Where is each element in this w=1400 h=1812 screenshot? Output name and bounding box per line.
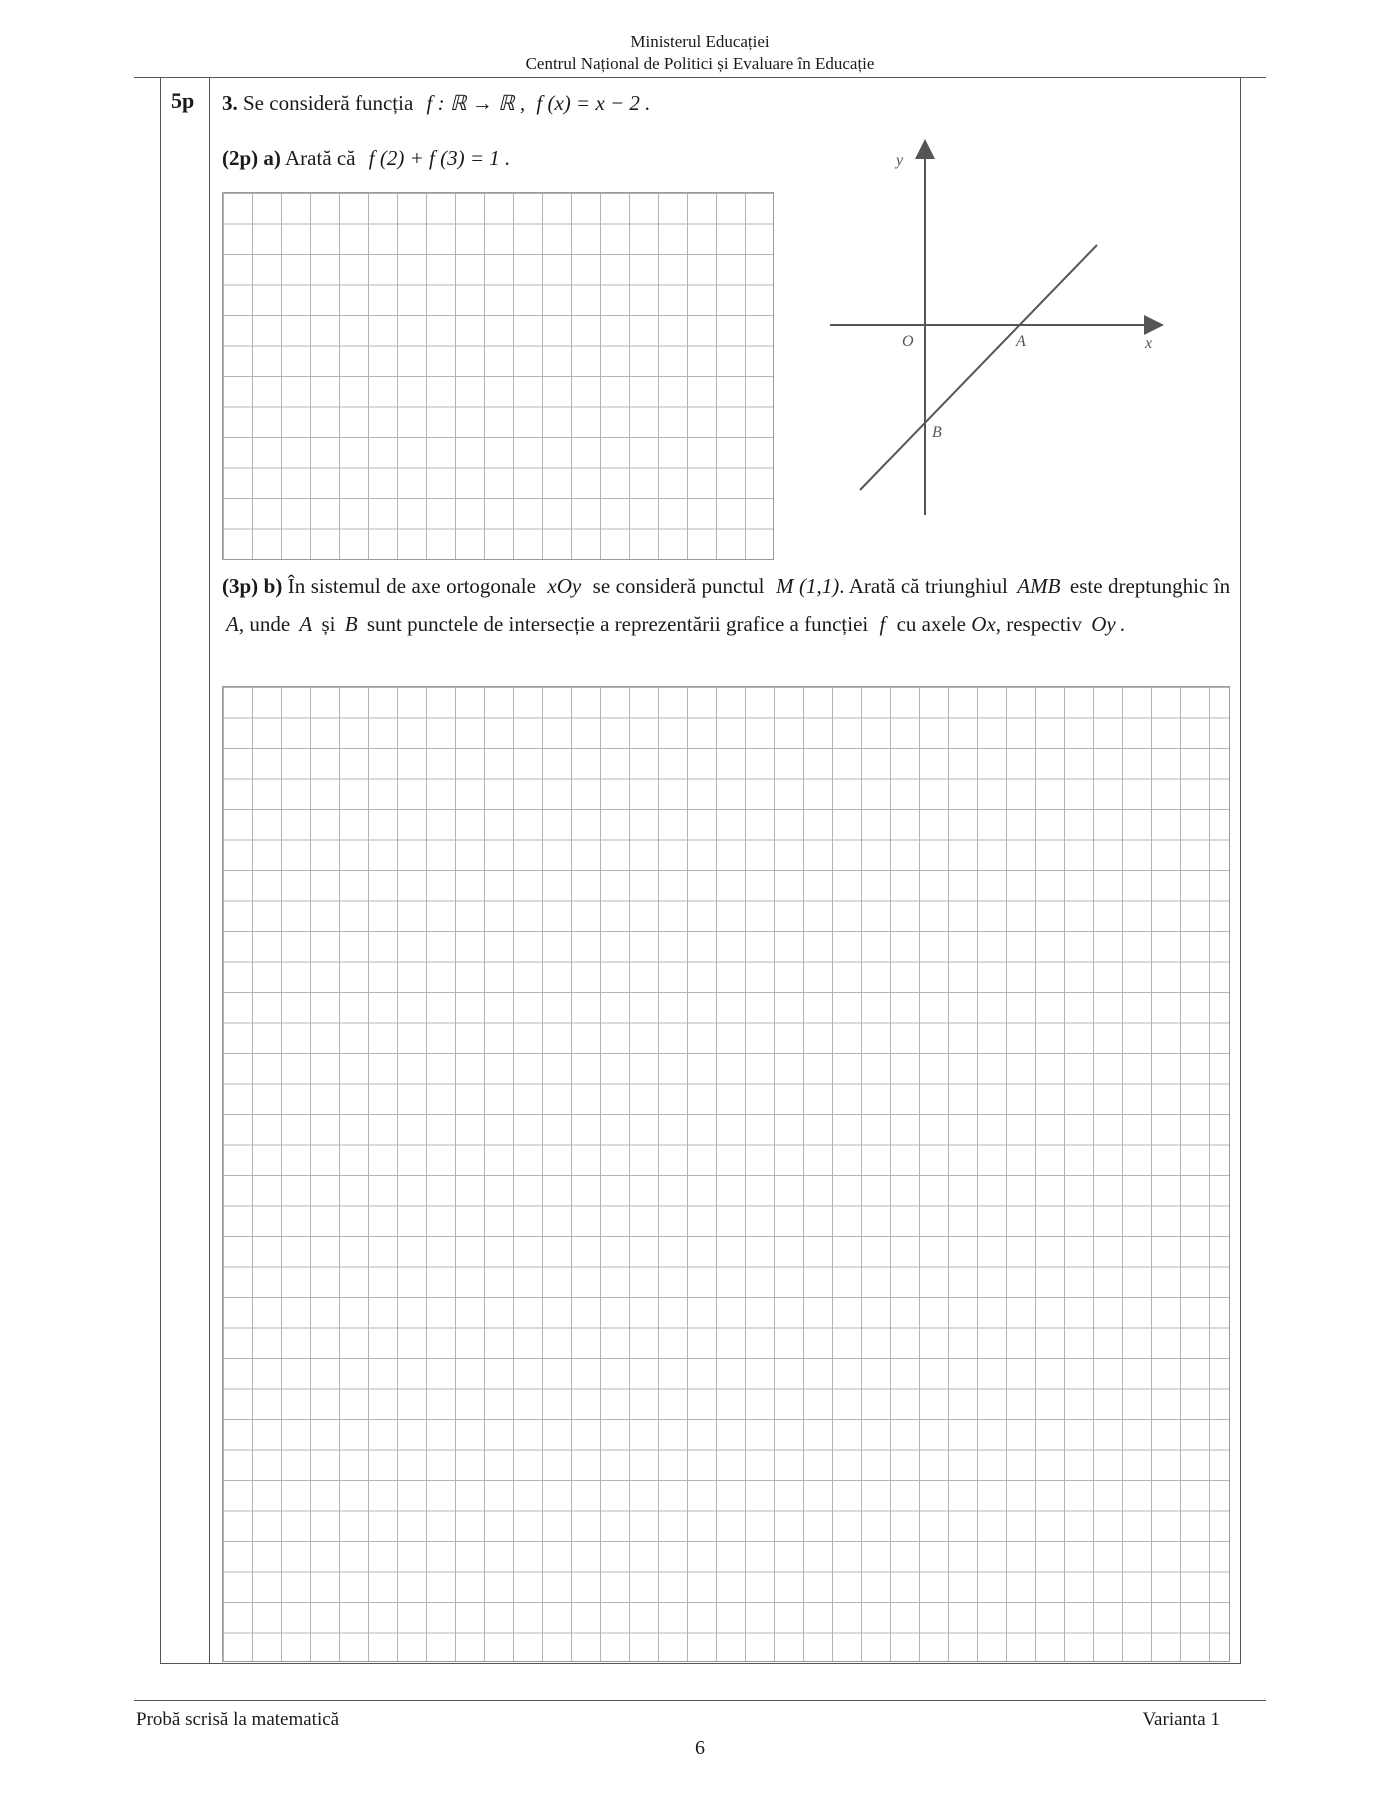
part-b-text-9: , respectiv bbox=[995, 612, 1082, 636]
part-b-text-10: . bbox=[1119, 612, 1125, 636]
part-a-letter: a) bbox=[263, 146, 281, 170]
part-a-statement bbox=[222, 145, 510, 171]
problem-points: 5p bbox=[171, 88, 195, 113]
page-number: 6 bbox=[695, 1737, 705, 1759]
part-b-text-4: este dreptunghic în bbox=[1069, 574, 1231, 598]
footer-rule bbox=[134, 1700, 1266, 1701]
function-graph-line bbox=[860, 245, 1097, 490]
part-b-statement bbox=[222, 567, 1230, 643]
part-a-expression: f (2) + f (3) = 1 . bbox=[368, 146, 511, 170]
part-b-oy: Oy bbox=[1091, 612, 1116, 636]
footer-exam-title: Probă scrisă la matematică bbox=[136, 1709, 340, 1730]
part-b-amb: AMB bbox=[1017, 574, 1061, 598]
part-b-text-1: În sistemul de axe ortogonale bbox=[287, 574, 536, 598]
header-ministry: Ministerul Educației bbox=[630, 32, 770, 51]
part-b-a2: A bbox=[299, 612, 313, 636]
answer-grid-b[interactable] bbox=[222, 686, 1230, 1662]
function-domain: f : ℝ → ℝ , bbox=[426, 91, 526, 115]
part-b-text-2: se consideră punctul bbox=[592, 574, 765, 598]
table-top-border bbox=[134, 77, 1266, 78]
footer-variant: Varianta 1 bbox=[1142, 1709, 1220, 1730]
header-center: Centrul Național de Politici și Evaluare în Educație bbox=[525, 54, 875, 73]
table-right-border bbox=[1240, 77, 1241, 1663]
part-a-text: Arată că bbox=[285, 146, 356, 170]
part-b-f: f bbox=[879, 612, 886, 636]
part-b-letter: b) bbox=[263, 574, 283, 598]
part-b-point-m: M (1,1) bbox=[776, 574, 840, 598]
coordinate-figure bbox=[820, 135, 1180, 525]
origin-label: O bbox=[902, 333, 914, 350]
x-axis-label: x bbox=[1145, 335, 1153, 352]
function-rule: f (x) = x − 2 . bbox=[536, 91, 651, 115]
part-b-xoy: xOy bbox=[547, 574, 582, 598]
answer-grid-a[interactable] bbox=[222, 192, 774, 560]
problem-intro: Se consideră funcția bbox=[243, 91, 414, 115]
part-b-text-5: , unde bbox=[238, 612, 291, 636]
table-column-divider bbox=[209, 77, 210, 1663]
y-axis-label: y bbox=[896, 152, 904, 169]
part-b-text-6: și bbox=[321, 612, 336, 636]
table-bottom-border bbox=[160, 1663, 1241, 1664]
part-b-ox: Ox bbox=[971, 612, 996, 636]
part-b-text-7: sunt punctele de intersecție a reprezentării grafice a funcției bbox=[366, 612, 869, 636]
table-left-border bbox=[160, 77, 161, 1663]
part-b-b: B bbox=[344, 612, 358, 636]
problem-statement bbox=[222, 90, 650, 116]
point-a-label: A bbox=[1016, 333, 1026, 350]
part-b-text-8: cu axele bbox=[896, 612, 966, 636]
problem-number: 3. bbox=[222, 91, 238, 115]
part-a-points: (2p) bbox=[222, 146, 259, 170]
part-b-points: (3p) bbox=[222, 574, 259, 598]
part-b-text-3: . Arată că triunghiul bbox=[839, 574, 1008, 598]
part-b-a1: A bbox=[226, 612, 239, 636]
point-b-label: B bbox=[932, 424, 942, 441]
